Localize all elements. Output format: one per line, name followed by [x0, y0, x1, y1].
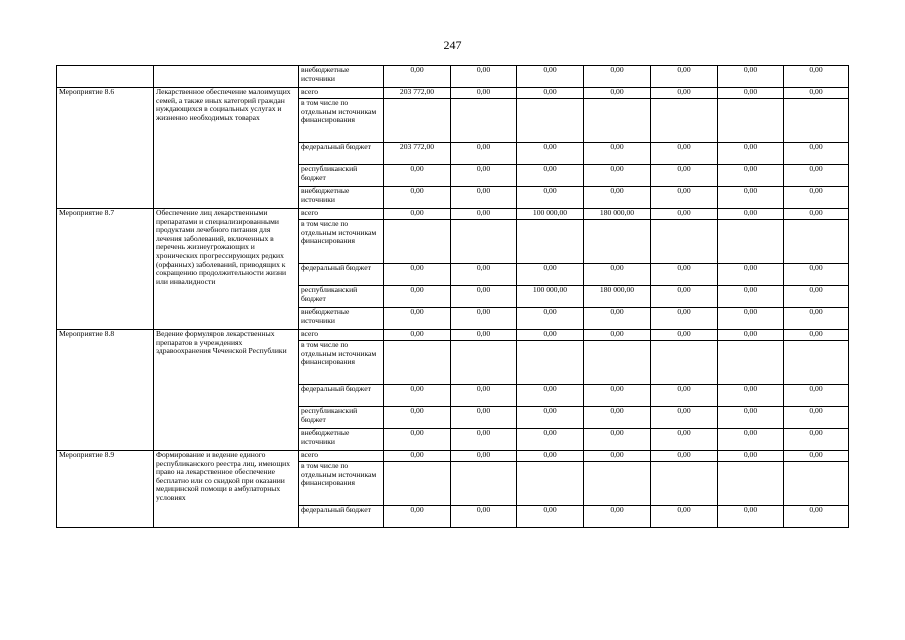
value-cell	[784, 99, 849, 143]
description-cell: Лекарственное обеспечение малоимущих семей, а также иных категорий граждан нуждающихся в социальных услугах и жизненно необходимых товарах	[154, 88, 299, 209]
value-cell	[451, 341, 517, 385]
source-cell: федеральный бюджет	[299, 506, 384, 528]
value-cell: 0,00	[517, 66, 584, 88]
value-cell	[718, 462, 784, 506]
value-cell	[451, 220, 517, 264]
value-cell: 0,00	[584, 308, 651, 330]
value-cell: 0,00	[784, 330, 849, 341]
source-cell: в том числе по отдельным источникам финансирования	[299, 341, 384, 385]
value-cell: 0,00	[651, 66, 718, 88]
description-cell: Ведение формуляров лекарственных препаратов в учреждениях здравоохранения Чеченской Республики	[154, 330, 299, 451]
value-cell	[584, 220, 651, 264]
value-cell	[718, 99, 784, 143]
value-cell: 0,00	[517, 385, 584, 407]
value-cell	[584, 462, 651, 506]
value-cell: 0,00	[384, 429, 451, 451]
value-cell: 0,00	[517, 429, 584, 451]
value-cell: 0,00	[651, 143, 718, 165]
source-cell: республиканский бюджет	[299, 165, 384, 187]
value-cell: 0,00	[718, 308, 784, 330]
value-cell: 0,00	[784, 187, 849, 209]
value-cell: 0,00	[584, 451, 651, 462]
value-cell: 0,00	[451, 330, 517, 341]
value-cell: 0,00	[451, 506, 517, 528]
value-cell	[784, 220, 849, 264]
value-cell: 0,00	[451, 165, 517, 187]
value-cell: 0,00	[517, 506, 584, 528]
value-cell: 0,00	[651, 286, 718, 308]
value-cell	[517, 341, 584, 385]
value-cell: 0,00	[384, 308, 451, 330]
value-cell: 0,00	[584, 264, 651, 286]
activity-cell	[57, 66, 154, 88]
source-cell: всего	[299, 330, 384, 341]
value-cell: 0,00	[718, 385, 784, 407]
value-cell: 0,00	[517, 165, 584, 187]
value-cell: 0,00	[651, 429, 718, 451]
value-cell: 0,00	[451, 264, 517, 286]
value-cell: 0,00	[718, 88, 784, 99]
value-cell: 0,00	[584, 165, 651, 187]
value-cell: 0,00	[517, 451, 584, 462]
value-cell: 0,00	[718, 209, 784, 220]
value-cell: 180 000,00	[584, 209, 651, 220]
value-cell: 0,00	[651, 407, 718, 429]
value-cell: 0,00	[718, 407, 784, 429]
value-cell: 0,00	[584, 429, 651, 451]
value-cell: 0,00	[784, 308, 849, 330]
source-cell: республиканский бюджет	[299, 286, 384, 308]
value-cell: 0,00	[718, 451, 784, 462]
value-cell: 0,00	[517, 143, 584, 165]
value-cell	[651, 220, 718, 264]
table-row	[57, 451, 849, 462]
value-cell: 0,00	[784, 165, 849, 187]
value-cell: 203 772,00	[384, 143, 451, 165]
value-cell: 0,00	[384, 407, 451, 429]
value-cell: 0,00	[451, 451, 517, 462]
value-cell: 0,00	[784, 407, 849, 429]
value-cell: 0,00	[384, 330, 451, 341]
source-cell: федеральный бюджет	[299, 143, 384, 165]
value-cell: 0,00	[651, 165, 718, 187]
value-cell: 0,00	[718, 429, 784, 451]
value-cell	[584, 99, 651, 143]
value-cell: 0,00	[651, 88, 718, 99]
value-cell: 0,00	[517, 264, 584, 286]
value-cell	[784, 462, 849, 506]
value-cell	[451, 462, 517, 506]
activity-cell: Мероприятие 8.7	[57, 209, 154, 330]
value-cell: 0,00	[517, 187, 584, 209]
value-cell: 0,00	[784, 143, 849, 165]
source-cell: внебюджетные источники	[299, 429, 384, 451]
value-cell: 0,00	[784, 429, 849, 451]
source-cell: республиканский бюджет	[299, 407, 384, 429]
value-cell: 0,00	[451, 385, 517, 407]
value-cell: 0,00	[584, 88, 651, 99]
value-cell: 0,00	[651, 187, 718, 209]
value-cell: 0,00	[384, 286, 451, 308]
financing-table	[56, 65, 849, 528]
table-row	[57, 66, 849, 88]
source-cell: всего	[299, 451, 384, 462]
value-cell: 0,00	[784, 451, 849, 462]
value-cell: 0,00	[517, 88, 584, 99]
value-cell: 0,00	[651, 385, 718, 407]
value-cell	[384, 220, 451, 264]
value-cell	[517, 462, 584, 506]
value-cell: 0,00	[384, 209, 451, 220]
value-cell: 0,00	[517, 330, 584, 341]
source-cell: в том числе по отдельным источникам финансирования	[299, 220, 384, 264]
value-cell: 0,00	[517, 407, 584, 429]
value-cell: 0,00	[451, 407, 517, 429]
value-cell: 0,00	[718, 66, 784, 88]
value-cell: 0,00	[451, 209, 517, 220]
value-cell: 0,00	[651, 451, 718, 462]
value-cell	[718, 220, 784, 264]
value-cell: 0,00	[784, 506, 849, 528]
value-cell: 0,00	[718, 187, 784, 209]
value-cell	[451, 99, 517, 143]
value-cell	[384, 99, 451, 143]
value-cell: 0,00	[784, 385, 849, 407]
value-cell: 0,00	[584, 407, 651, 429]
activity-cell: Мероприятие 8.6	[57, 88, 154, 209]
value-cell: 0,00	[718, 165, 784, 187]
page-number: 247	[443, 38, 462, 52]
value-cell: 0,00	[384, 451, 451, 462]
activity-cell: Мероприятие 8.8	[57, 330, 154, 451]
source-cell: в том числе по отдельным источникам финансирования	[299, 462, 384, 506]
value-cell: 0,00	[651, 506, 718, 528]
value-cell: 0,00	[451, 308, 517, 330]
value-cell: 0,00	[451, 143, 517, 165]
value-cell: 0,00	[651, 330, 718, 341]
description-cell: Обеспечение лиц лекарственными препаратами и специализированными продуктами лечебного питания для лечения заболеваний, включенных в перечень жизнеугрожающих и хронических прогрессирующих редких (орфанных) заболеваний, приводящих к сокращению продолжительности жизни или инвалидности	[154, 209, 299, 330]
value-cell	[384, 341, 451, 385]
value-cell: 0,00	[451, 187, 517, 209]
value-cell: 0,00	[718, 264, 784, 286]
source-cell: в том числе по отдельным источникам финансирования	[299, 99, 384, 143]
value-cell	[784, 341, 849, 385]
value-cell: 0,00	[651, 264, 718, 286]
value-cell	[517, 99, 584, 143]
value-cell: 180 000,00	[584, 286, 651, 308]
description-cell: Формирование и ведение единого республиканского реестра лиц, имеющих право на лекарственное обеспечение бесплатно или со скидкой при оказании медицинской помощи в амбулаторных условиях	[154, 451, 299, 528]
source-cell: всего	[299, 88, 384, 99]
value-cell: 0,00	[517, 308, 584, 330]
value-cell: 0,00	[451, 286, 517, 308]
table-row	[57, 88, 849, 99]
value-cell: 0,00	[718, 143, 784, 165]
description-cell	[154, 66, 299, 88]
value-cell: 0,00	[384, 187, 451, 209]
table-row	[57, 330, 849, 341]
source-cell: федеральный бюджет	[299, 264, 384, 286]
value-cell: 0,00	[584, 506, 651, 528]
value-cell: 0,00	[651, 308, 718, 330]
value-cell: 100 000,00	[517, 286, 584, 308]
value-cell: 0,00	[784, 209, 849, 220]
value-cell	[584, 341, 651, 385]
value-cell: 0,00	[384, 264, 451, 286]
value-cell	[517, 220, 584, 264]
value-cell: 0,00	[784, 66, 849, 88]
value-cell: 0,00	[384, 385, 451, 407]
value-cell: 203 772,00	[384, 88, 451, 99]
value-cell: 0,00	[584, 330, 651, 341]
source-cell: внебюджетные источники	[299, 308, 384, 330]
source-cell: всего	[299, 209, 384, 220]
value-cell: 0,00	[784, 264, 849, 286]
source-cell: федеральный бюджет	[299, 385, 384, 407]
value-cell: 0,00	[584, 143, 651, 165]
value-cell	[651, 341, 718, 385]
value-cell	[384, 462, 451, 506]
value-cell: 0,00	[651, 209, 718, 220]
value-cell: 0,00	[384, 165, 451, 187]
value-cell: 0,00	[584, 66, 651, 88]
value-cell	[651, 99, 718, 143]
value-cell: 0,00	[784, 286, 849, 308]
value-cell: 0,00	[584, 385, 651, 407]
value-cell	[651, 462, 718, 506]
value-cell: 0,00	[584, 187, 651, 209]
value-cell: 0,00	[718, 330, 784, 341]
source-cell: внебюджетные источники	[299, 187, 384, 209]
value-cell	[718, 341, 784, 385]
value-cell: 0,00	[451, 66, 517, 88]
value-cell: 100 000,00	[517, 209, 584, 220]
value-cell: 0,00	[451, 88, 517, 99]
table-row	[57, 209, 849, 220]
value-cell: 0,00	[384, 66, 451, 88]
value-cell: 0,00	[718, 286, 784, 308]
source-cell: внебюджетные источники	[299, 66, 384, 88]
value-cell: 0,00	[384, 506, 451, 528]
value-cell: 0,00	[451, 429, 517, 451]
value-cell: 0,00	[718, 506, 784, 528]
activity-cell: Мероприятие 8.9	[57, 451, 154, 528]
value-cell: 0,00	[784, 88, 849, 99]
